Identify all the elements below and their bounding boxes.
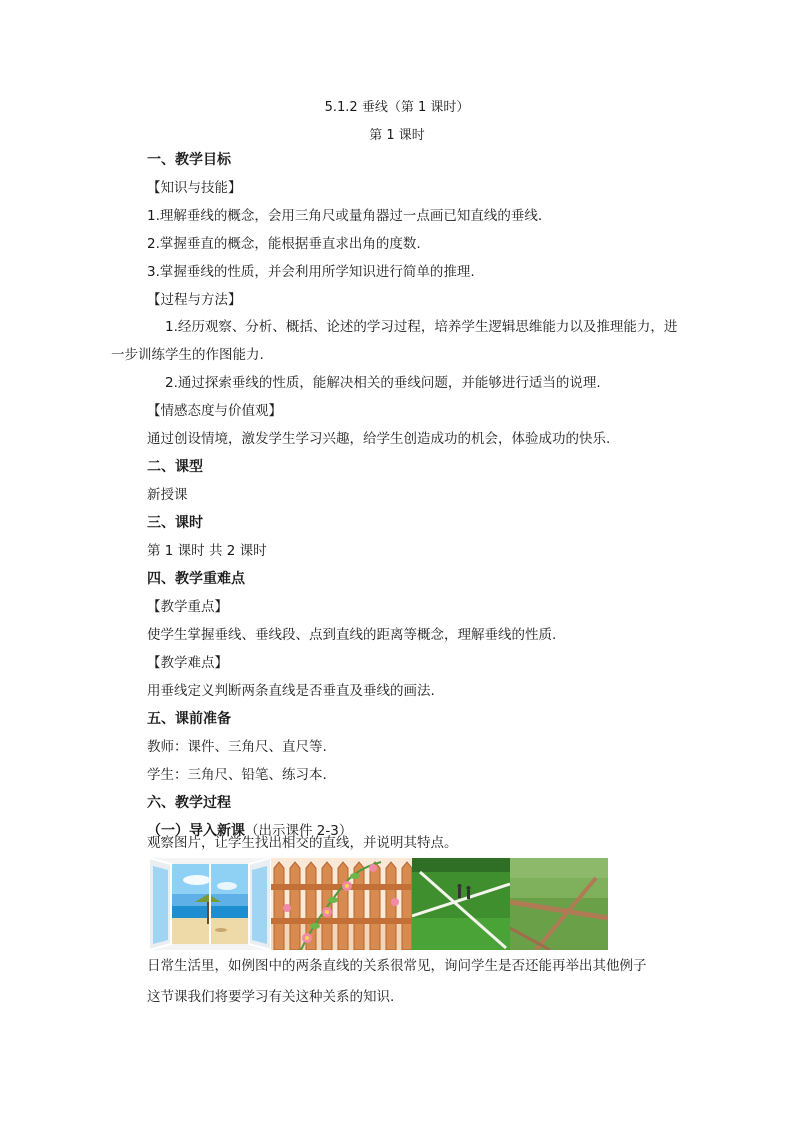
intro-heading: （一）导入新课: [147, 823, 245, 839]
section-heading-objectives: 一、教学目标: [147, 152, 231, 168]
field-roads-image: [510, 858, 608, 950]
fence-illustration: [271, 858, 412, 950]
window-beach-image: [149, 858, 271, 950]
periods: 第 1 课时 共 2 课时: [147, 543, 267, 559]
teacher-prep: 教师：课件、三角尺、直尺等.: [147, 739, 327, 755]
knowledge-item-3: 3.掌握垂线的性质，并会利用所学知识进行简单的推理.: [147, 264, 475, 280]
section-heading-process: 六、教学过程: [147, 795, 231, 811]
grass-cross-image: [412, 858, 510, 950]
observe-instruction: 观察图片，让学生找出相交的直线，并说明其特点。: [147, 835, 458, 851]
page-title: 5.1.2 垂线（第 1 课时）: [324, 100, 470, 115]
process-item-2: 2.通过探索垂线的性质，能解决相关的垂线问题，并能够进行适当的说理.: [165, 375, 601, 391]
intro-note: （出示课件 2-3）: [245, 823, 353, 839]
field-illustration: [510, 858, 608, 950]
paragraph-examples: 日常生活里，如例图中的两条直线的关系很常见，询问学生是否还能再举出其他例子: [147, 958, 647, 974]
emotion-heading: 【情感态度与价值观】: [147, 403, 282, 419]
knowledge-heading: 【知识与技能】: [147, 180, 242, 196]
fence-flowers-image: [271, 858, 412, 950]
section-heading-periods: 三、课时: [147, 515, 203, 531]
paragraph-lesson: 这节课我们将要学习有关这种关系的知识.: [147, 989, 395, 1005]
key-point: 使学生掌握垂线、垂线段、点到直线的距离等概念，理解垂线的性质.: [147, 627, 557, 643]
process-item-1b: 一步训练学生的作图能力.: [111, 347, 264, 363]
section-heading-key-points: 四、教学重难点: [147, 571, 245, 587]
difficulty-heading: 【教学难点】: [147, 655, 228, 671]
key-point-heading: 【教学重点】: [147, 599, 228, 615]
lesson-type: 新授课: [147, 487, 188, 503]
grass-illustration: [412, 858, 510, 950]
difficulty: 用垂线定义判断两条直线是否垂直及垂线的画法.: [147, 683, 435, 699]
student-prep: 学生：三角尺、铅笔、练习本.: [147, 767, 327, 783]
page-subtitle: 第 1 课时: [369, 128, 425, 143]
emotion-item: 通过创设情境，激发学生学习兴趣，给学生创造成功的机会，体验成功的快乐.: [147, 431, 611, 447]
process-heading: 【过程与方法】: [147, 292, 242, 308]
section-heading-lesson-type: 二、课型: [147, 459, 203, 475]
knowledge-item-1: 1.理解垂线的概念，会用三角尺或量角器过一点画已知直线的垂线.: [147, 208, 543, 224]
example-images: [149, 858, 608, 950]
window-beach-illustration: [149, 858, 271, 950]
section-heading-preparation: 五、课前准备: [147, 711, 231, 727]
process-item-1a: 1.经历观察、分析、概括、论述的学习过程，培养学生逻辑思维能力以及推理能力，进: [165, 319, 678, 335]
knowledge-item-2: 2.掌握垂直的概念，能根据垂直求出角的度数.: [147, 236, 421, 252]
